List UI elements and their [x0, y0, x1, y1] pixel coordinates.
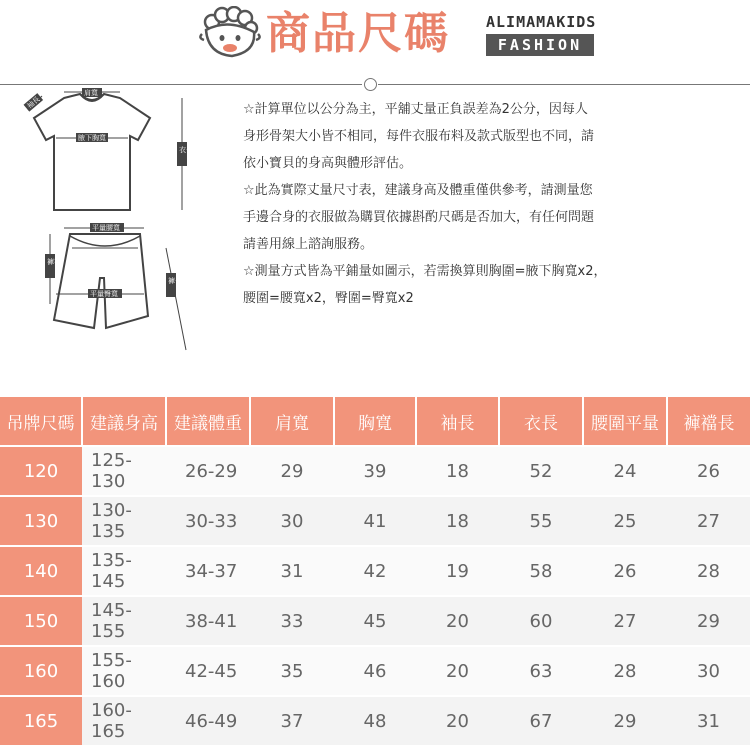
- table-cell: 30: [250, 496, 334, 546]
- table-cell: 28: [667, 546, 750, 596]
- table-cell: 27: [583, 596, 667, 646]
- note-line: ☆計算單位以公分為主，平舖丈量正負誤差為2公分，因每人: [243, 102, 588, 117]
- table-row: [0, 596, 750, 646]
- table-cell: 33: [250, 596, 334, 646]
- note-line: 請善用線上諮詢服務。: [243, 237, 374, 252]
- note-line: 身形骨架大小皆不相同，每件衣服布料及款式版型也不同，請: [243, 129, 595, 144]
- pants-length-label: 褲長: [168, 277, 182, 285]
- table-cell: 45: [334, 596, 416, 646]
- table-cell: 31: [667, 696, 750, 745]
- shirt-sleeve-label: 袖長: [25, 95, 42, 111]
- note-line: 依小寶貝的身高與體形評估。: [243, 156, 413, 171]
- table-cell: 145-155: [82, 596, 166, 646]
- shirt-length-label: 衣長: [179, 146, 193, 154]
- table-cell: 42: [334, 546, 416, 596]
- table-cell: 37: [250, 696, 334, 745]
- size-table: [0, 397, 750, 745]
- table-cell: 26-29: [166, 446, 250, 496]
- size-cell: 160: [0, 646, 82, 696]
- table-cell: 67: [499, 696, 583, 745]
- page-title: 商品尺碼: [266, 8, 450, 59]
- table-cell: 46: [334, 646, 416, 696]
- table-cell: 48: [334, 696, 416, 745]
- table-row: [0, 646, 750, 696]
- table-cell: 39: [334, 446, 416, 496]
- table-cell: 26: [583, 546, 667, 596]
- table-cell: 160-165: [82, 696, 166, 745]
- table-cell: 20: [416, 596, 499, 646]
- brand-name: ALIMAMAKIDS: [486, 13, 597, 31]
- table-cell: 35: [250, 646, 334, 696]
- shirt-shoulder-label: 肩寬: [84, 89, 98, 97]
- size-cell: 140: [0, 546, 82, 596]
- pants-hip-label: 平量臀寬: [90, 290, 118, 298]
- table-cell: 29: [667, 596, 750, 646]
- note-line: ☆測量方式皆為平鋪量如圖示，若需換算則胸圍=腋下胸寬x2，: [243, 264, 607, 279]
- size-cell: 120: [0, 446, 82, 496]
- table-cell: 46-49: [166, 696, 250, 745]
- table-cell: 125-130: [82, 446, 166, 496]
- note-line: ☆此為實際丈量尺寸表，建議身高及體重僅供參考，請測量您: [243, 183, 593, 198]
- table-cell: 42-45: [166, 646, 250, 696]
- table-cell: 19: [416, 546, 499, 596]
- garment-diagram: [20, 88, 200, 368]
- table-cell: 30: [667, 646, 750, 696]
- size-notes: [243, 96, 733, 312]
- column-header: 腰圍平量: [583, 397, 667, 446]
- header: [0, 0, 750, 72]
- column-header: 建議體重: [166, 397, 250, 446]
- table-cell: 28: [583, 646, 667, 696]
- column-header: 吊牌尺碼: [0, 397, 82, 446]
- table-cell: 26: [667, 446, 750, 496]
- brand-tagline: FASHION: [486, 34, 594, 56]
- divider-circle: [364, 78, 377, 91]
- table-cell: 29: [583, 696, 667, 745]
- table-cell: 34-37: [166, 546, 250, 596]
- table-cell: 31: [250, 546, 334, 596]
- table-cell: 38-41: [166, 596, 250, 646]
- table-cell: 25: [583, 496, 667, 546]
- table-cell: 27: [667, 496, 750, 546]
- pants-rise-label: 褲襠: [47, 258, 61, 266]
- divider-left: [0, 84, 362, 85]
- column-header: 衣長: [499, 397, 583, 446]
- divider-right: [378, 84, 750, 85]
- pants-waist-label: 平量腰寬: [92, 224, 120, 232]
- size-cell: 130: [0, 496, 82, 546]
- shirt-chest-label: 腋下胸寬: [78, 134, 106, 142]
- table-cell: 58: [499, 546, 583, 596]
- table-row: [0, 696, 750, 745]
- size-cell: 150: [0, 596, 82, 646]
- table-cell: 29: [250, 446, 334, 496]
- size-cell: 165: [0, 696, 82, 745]
- table-cell: 18: [416, 496, 499, 546]
- table-cell: 30-33: [166, 496, 250, 546]
- tshirt-outline: [34, 94, 150, 210]
- table-cell: 60: [499, 596, 583, 646]
- table-header-row: [0, 397, 750, 446]
- column-header: 胸寬: [334, 397, 416, 446]
- table-cell: 18: [416, 446, 499, 496]
- table-cell: 52: [499, 446, 583, 496]
- column-header: 褲襠長: [667, 397, 750, 446]
- table-cell: 155-160: [82, 646, 166, 696]
- column-header: 建議身高: [82, 397, 166, 446]
- table-cell: 135-145: [82, 546, 166, 596]
- table-cell: 55: [499, 496, 583, 546]
- table-cell: 41: [334, 496, 416, 546]
- table-row: [0, 496, 750, 546]
- table-cell: 24: [583, 446, 667, 496]
- table-row: [0, 446, 750, 496]
- note-line: 手邊合身的衣服做為購買依據斟酌尺碼是否加大，有任何問題: [243, 210, 595, 225]
- table-cell: 20: [416, 696, 499, 745]
- column-header: 肩寬: [250, 397, 334, 446]
- table-row: [0, 546, 750, 596]
- table-cell: 130-135: [82, 496, 166, 546]
- table-cell: 63: [499, 646, 583, 696]
- table-cell: 20: [416, 646, 499, 696]
- note-line: 腰圍=腰寬x2，臀圍=臀寬x2: [243, 291, 414, 306]
- column-header: 袖長: [416, 397, 499, 446]
- sheep-icon: [198, 6, 262, 62]
